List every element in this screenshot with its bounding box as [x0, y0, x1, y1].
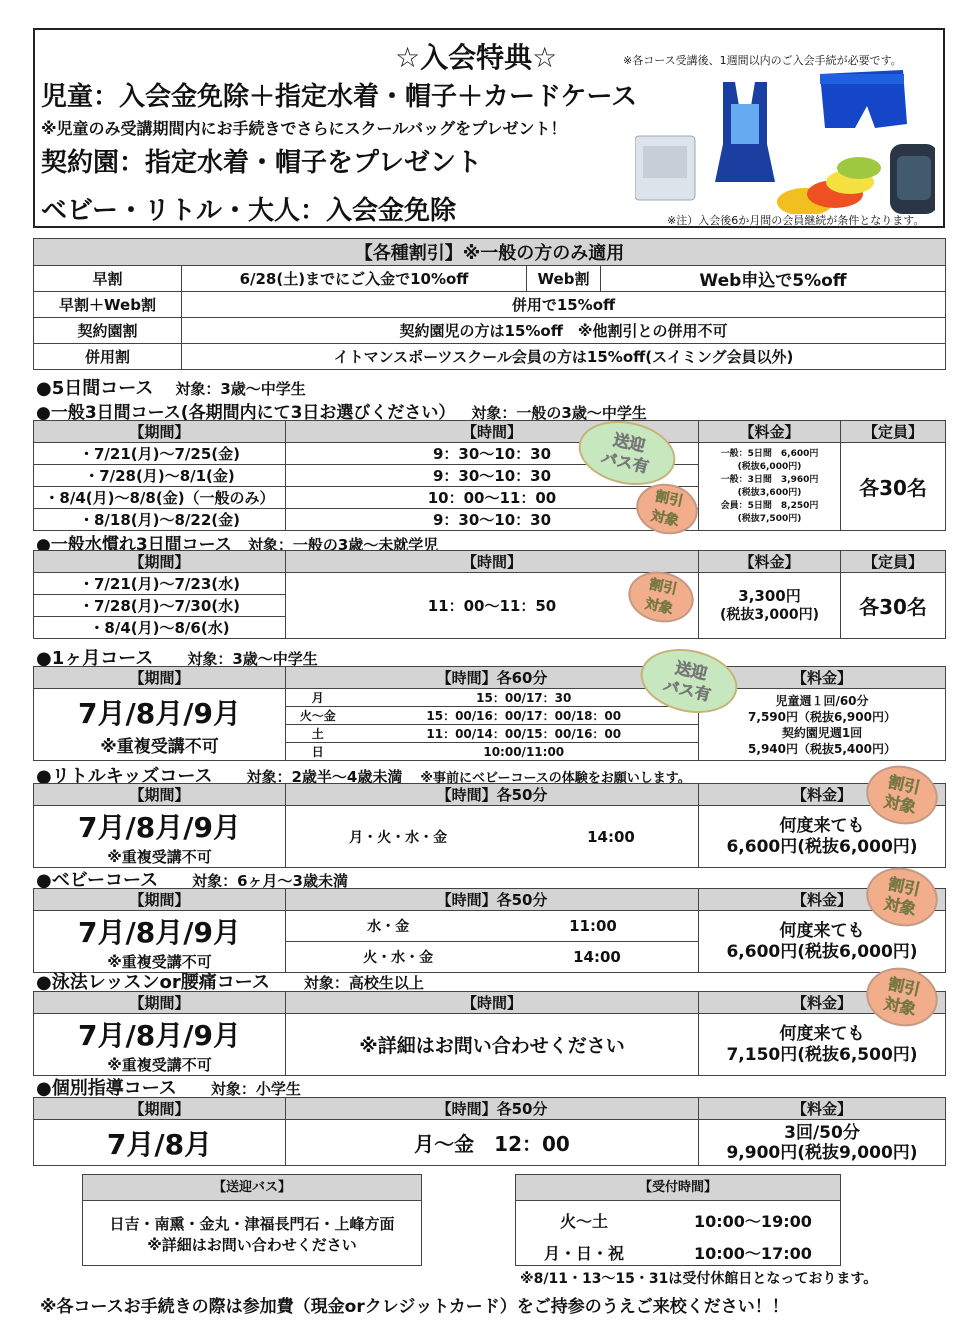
time-cell: 9：30～10：30 [286, 465, 699, 487]
col-time: 【時間】各50分 [286, 1098, 699, 1120]
course-title: ●一般3日間コース(各期間内にて3日お選びください） [36, 403, 456, 423]
discount-badge: 割引 対象 [861, 861, 943, 933]
col-period: 【期間】 [34, 551, 286, 573]
course-month-table [33, 666, 946, 761]
discount-value: 併用で15%off [182, 292, 946, 318]
discount-label: 併用割 [34, 344, 182, 370]
bus-box [82, 1174, 422, 1266]
col-fee: 【料金】 [699, 784, 946, 806]
time-cell: 火・水・金 14:00 [286, 942, 699, 973]
period-cell: ・8/4(月)～8/8(金)（一般のみ） [34, 487, 286, 509]
col-period: 【期間】 [34, 784, 286, 806]
col-period: 【期間】 [34, 667, 286, 689]
time-cell: 月～金 12：00 [286, 1120, 699, 1166]
col-capacity: 【定員】 [841, 421, 946, 443]
col-time: 【時間】各60分 [286, 667, 699, 689]
time-cell: 9：30～10：30 [286, 443, 699, 465]
col-fee: 【料金】 [699, 992, 946, 1014]
col-fee: 【料金】 [699, 421, 841, 443]
reception-title: 【受付時間】 [516, 1175, 840, 1201]
col-capacity: 【定員】 [841, 551, 946, 573]
fee-cell: 何度来ても 6,600円(税抜6,000円) [699, 806, 946, 868]
course-mizunare-table [33, 550, 946, 639]
period-cell: ・7/21(月)～7/25(金) [34, 443, 286, 465]
discount-value: イトマンスポーツスクール会員の方は15%off(スイミング会員以外) [182, 344, 946, 370]
reception-days: 火～土 [560, 1212, 609, 1231]
col-period: 【期間】 [34, 992, 286, 1014]
bus-box-line2: ※詳細はお問い合わせください [147, 1236, 357, 1254]
time-cell: 9：30～10：30 [286, 509, 699, 531]
reception-time: 10:00～19:00 [694, 1212, 812, 1231]
benefit-child: 児童：入会金免除＋指定水着・帽子＋カードケース [41, 82, 638, 112]
caps-image [777, 157, 881, 214]
col-period: 【期間】 [34, 1098, 286, 1120]
time-cell: 11：00/14：00/15：00/16：00 [350, 725, 699, 743]
course-target: 対象：3歳～中学生 [187, 650, 318, 668]
fee-cell: 3回/50分 9,900円(税抜9,000円) [699, 1120, 946, 1166]
footer-note: ※各コースお手続きの際は参加費（現金orクレジットカード）をご持参のうえご来校ください！！ [40, 1297, 789, 1317]
capacity-cell: 各30名 [841, 443, 946, 531]
col-fee: 【料金】 [699, 1098, 946, 1120]
day-cell: 火～金 [286, 707, 350, 725]
benefit-child-note: ※児童のみ受講期間内にお手続きでさらにスクールバッグをプレゼント！ [41, 119, 567, 138]
course-target: 対象：2歳半～4歳未満 [246, 768, 403, 786]
fee-cell: 3,300円 (税抜3,000円) [699, 573, 841, 639]
course-target: 対象：小学生 [210, 1080, 301, 1098]
course-swim-table [33, 991, 946, 1076]
time-cell: 10：00～11：00 [286, 487, 699, 509]
day-cell: 土 [286, 725, 350, 743]
day-cell: 日 [286, 743, 350, 761]
fee-cell: 何度来ても 7,150円(税抜6,500円) [699, 1014, 946, 1076]
course-private-table [33, 1097, 946, 1166]
benefit-title: ☆入会特典☆ [395, 41, 558, 74]
col-fee: 【料金】 [699, 551, 841, 573]
discount-value: 6/28(土)までにご入金で10%off [182, 266, 527, 292]
time-cell: 15：00/17：30 [350, 689, 699, 707]
col-period: 【期間】 [34, 421, 286, 443]
col-time: 【時間】各50分 [286, 889, 699, 911]
benefit-box [33, 28, 945, 228]
reception-time: 10:00～17:00 [694, 1244, 812, 1263]
time-cell: 水・金 11:00 [286, 911, 699, 942]
time-cell: 11：00～11：50 [286, 573, 699, 639]
card-case-image [635, 136, 695, 200]
fee-cell: 一般：5日間 6,600円 (税抜6,000円) 一般：3日間 3,960円 (税抜3,600円) 会員：5日間 8,250円 (税抜7,500円) [699, 443, 841, 531]
course-target: 対象：3歳～中学生 [175, 380, 306, 398]
trunks-image [820, 70, 907, 128]
col-period: 【期間】 [34, 889, 286, 911]
course-title: ●一般水慣れ3日間コース [36, 535, 232, 555]
time-cell: 15：00/16：00/17：00/18：00 [350, 707, 699, 725]
col-fee: 【料金】 [699, 667, 946, 689]
period-cell: ・8/4(月)～8/6(水) [34, 617, 286, 639]
time-cell: 月・火・水・金 14:00 [286, 806, 699, 868]
discount-label: Web割 [527, 266, 601, 292]
benefit-contract: 契約園：指定水着・帽子をプレゼント [41, 148, 482, 178]
course-target: 対象：6ヶ月～3歳未満 [192, 872, 348, 890]
discount-table [33, 238, 946, 370]
period-cell: ・7/21(月)～7/23(水) [34, 573, 286, 595]
col-time: 【時間】 [286, 992, 699, 1014]
course-target: 対象：高校生以上 [303, 974, 424, 992]
bus-box-title: 【送迎バス】 [83, 1175, 421, 1201]
course-title: ●5日間コース [36, 378, 154, 399]
col-fee: 【料金】 [699, 889, 946, 911]
course-target: 対象：一般の3歳～未就学児 [247, 536, 439, 554]
course-title: ●1ヶ月コース [36, 648, 154, 669]
col-time: 【時間】 [286, 551, 699, 573]
period-cell: ・7/28(月)～8/1(金) [34, 465, 286, 487]
discount-badge: 割引 対象 [631, 478, 702, 540]
course-title: ●泳法レッスンor腰痛コース [36, 972, 270, 993]
period-cell: ・7/28(月)～7/30(水) [34, 595, 286, 617]
discount-badge: 割引 対象 [861, 759, 943, 831]
col-time: 【時間】 [286, 421, 699, 443]
course-note: ※事前にベビーコースの体験をお願いします。 [420, 771, 691, 786]
course-5day-heading [36, 374, 306, 400]
discount-title: 【各種割引】※一般の方のみ適用 [34, 239, 946, 266]
course-little-table [33, 783, 946, 868]
course-target: 対象：一般の3歳～中学生 [471, 404, 647, 422]
time-cell: ※詳細はお問い合わせください [286, 1014, 699, 1076]
school-bag-image [890, 144, 935, 214]
time-cell: 10:00/11:00 [350, 743, 699, 761]
period-cell: 7月/8月/9月 ※重複受講不可 [34, 806, 286, 868]
discount-badge: 割引 対象 [624, 566, 699, 629]
capacity-cell: 各30名 [841, 573, 946, 639]
discount-label: 早割＋Web割 [34, 292, 182, 318]
fee-cell: 何度来ても 6,600円(税抜6,000円) [699, 911, 946, 973]
day-cell: 月 [286, 689, 350, 707]
fee-cell: 児童週１回/60分 7,590円（税抜6,900円） 契約園児週1回 5,940円（税抜5,400円） [699, 689, 946, 761]
course-5day-table [33, 420, 946, 531]
discount-label: 早割 [34, 266, 182, 292]
period-cell: 7月/8月 [34, 1120, 286, 1166]
swimsuit-image [715, 82, 775, 182]
bus-badge: 送迎 バス有 [635, 640, 744, 721]
period-cell: 7月/8月/9月 ※重複受講不可 [34, 689, 286, 761]
course-title: ●ベビーコース [36, 870, 159, 891]
course-title: ●個別指導コース [36, 1078, 177, 1099]
bus-box-line1: 日吉・南熏・金丸・津福長門石・上峰方面 [109, 1215, 395, 1233]
benefit-title-note: ※各コース受講後、1週間以内のご入会手続が必要です。 [623, 54, 902, 67]
course-baby-table [33, 888, 946, 973]
product-images [635, 64, 935, 214]
period-cell: 7月/8月/9月 ※重複受講不可 [34, 911, 286, 973]
benefit-baby: ベビー・リトル・大人：入会金免除 [41, 196, 456, 226]
reception-box [515, 1174, 841, 1266]
discount-label: 契約園割 [34, 318, 182, 344]
reception-days: 月・日・祝 [544, 1244, 625, 1263]
period-cell: 7月/8月/9月 ※重複受講不可 [34, 1014, 286, 1076]
discount-value: 契約園児の方は15%off ※他割引との併用不可 [182, 318, 946, 344]
period-cell: ・8/18(月)～8/22(金) [34, 509, 286, 531]
discount-badge: 割引 対象 [861, 961, 943, 1033]
course-title: ●リトルキッズコース [36, 766, 213, 787]
holiday-note: ※8/11・13～15・31は受付休館日となっております。 [520, 1271, 878, 1287]
benefit-footnote: ※注）入会後6か月間の会員継続が条件となります。 [667, 214, 925, 227]
col-time: 【時間】各50分 [286, 784, 699, 806]
discount-value: Web申込で5%off [601, 266, 946, 292]
bus-badge: 送迎 バス有 [573, 412, 682, 493]
